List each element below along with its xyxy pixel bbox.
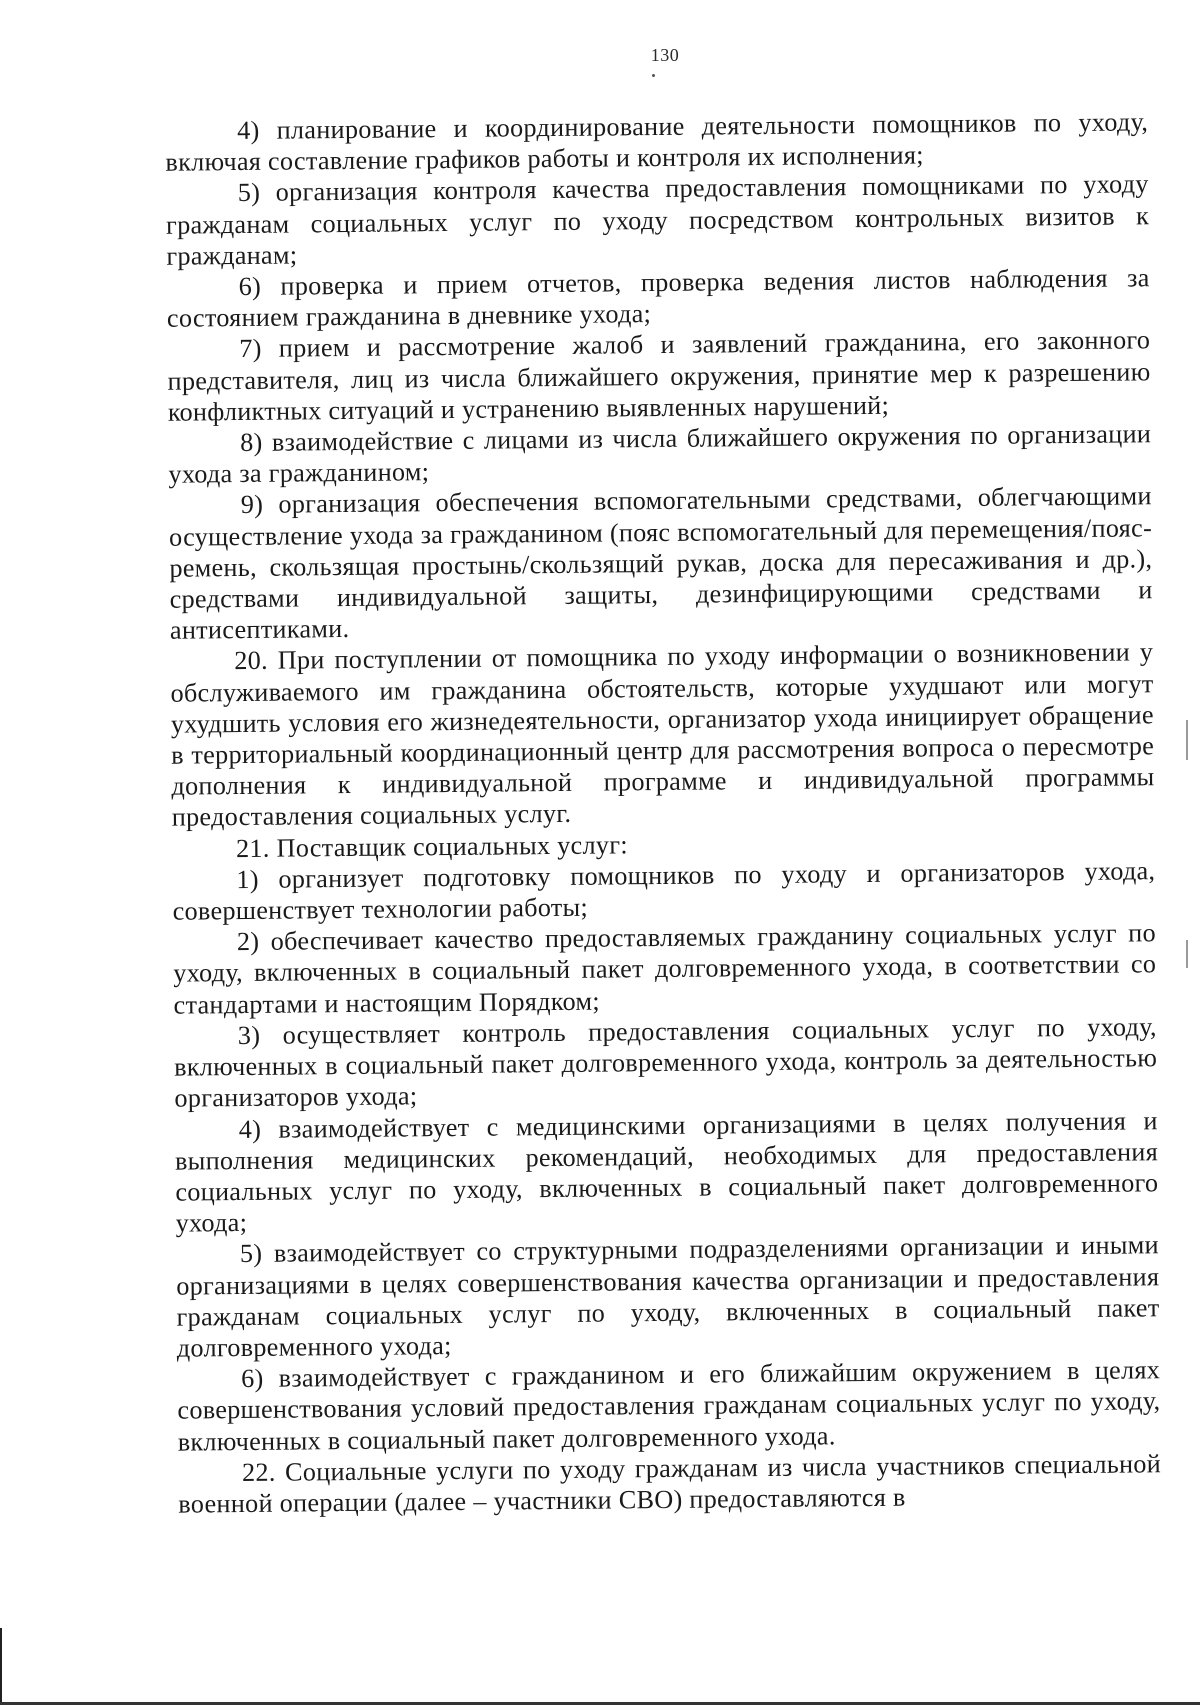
paragraph-item-21-4: 4) взаимодействует с медицинскими организациями в целях получения и выполнения медицинских рекомендаций, необходимых для предоставления социальных услуг по уходу, включенных в социальный пакет долговременного ухода; [174,1105,1159,1238]
paragraph-clause-21: 21. Поставщик социальных услуг: [235,829,629,863]
document-body [165,106,1161,1520]
scan-edge-left [0,1628,2,1705]
paragraph-item-21-2: 2) обеспечивает качество предоставляемых гражданину социальных услуг по уходу, включенных в социальный пакет долговременного ухода, в соответствии со стандартами и настоящим Порядком; [173,918,1157,1020]
scan-artifact-mark [1186,940,1188,968]
paragraph-clause-20: 20. При поступлении от помощника по уходу информации о возникновении у обслуживаемого им гражданина обстоятельств, которые ухудшают или могут ухудшить условия его жизнедеятельности, организатор ухода инициирует обращение в территориальный координационный центр для рассмотрения вопроса о пересмотре дополнения к индивидуальной программе и индивидуальной программы предоставления социальных услуг. [170,637,1155,833]
paragraph-clause-22: 22. Социальные услуги по уходу гражданам из числа участников специальной военной операции (далее – участники СВО) предоставляются в [178,1448,1162,1519]
paragraph-item-9: 9) организация обеспечения вспомогательными средствами, облегчающими осуществление ухода за гражданином (пояс вспомогательный для перемещения/пояс-ремень, скользящая простынь/скользящий рукав, доска для пересаживания и др.), средствами индивидуальной защиты, дезинфицирующими средствами и антисептиками. [168,481,1153,645]
paragraph-item-8: 8) взаимодействие с лицами из числа ближайшего окружения по организации ухода за гражданином; [168,419,1152,489]
paragraph-item-21-1: 1) организует подготовку помощников по уходу и организаторов ухода, совершенствует технологии работы; [172,856,1156,926]
paragraph-item-21-6: 6) взаимодействует с гражданином и его ближайшим окружением в целях совершенствования условий предоставления гражданам социальных услуг по уходу, включенных в социальный пакет долговременного ухода. [177,1355,1161,1457]
page-number-mark [652,74,655,77]
paragraph-item-4: 4) планирование и координирование деятельности помощников по уходу, включая составление графиков работы и контроля их исполнения; [165,107,1149,177]
scan-artifact-mark [1186,720,1188,760]
paragraph-item-7: 7) прием и рассмотрение жалоб и заявлений гражданина, его законного представителя, лиц из числа ближайшего окружения, принятие мер к разрешению конфликтных ситуаций и устранению выявленных нарушений; [167,325,1151,427]
paragraph-item-6: 6) проверка и прием отчетов, проверка ведения листов наблюдения за состоянием гражданина в дневнике ухода; [166,263,1150,333]
paragraph-item-5: 5) организация контроля качества предоставления помощниками по уходу гражданам социальных услуг по уходу посредством контрольных визитов к гражданам; [165,169,1150,271]
page-number: 130 [650,45,680,65]
paragraph-item-21-5: 5) взаимодействует со структурными подразделениями организации и иными организациями в целях совершенствования качества организации и предоставления гражданам социальных услуг по уходу, включенных в социальный пакет долговременного ухода; [176,1230,1160,1363]
paragraph-item-21-3: 3) осуществляет контроль предоставления социальных услуг по уходу, включенных в социальный пакет долговременного ухода, контроль за деятельностью организаторов ухода; [174,1012,1158,1113]
